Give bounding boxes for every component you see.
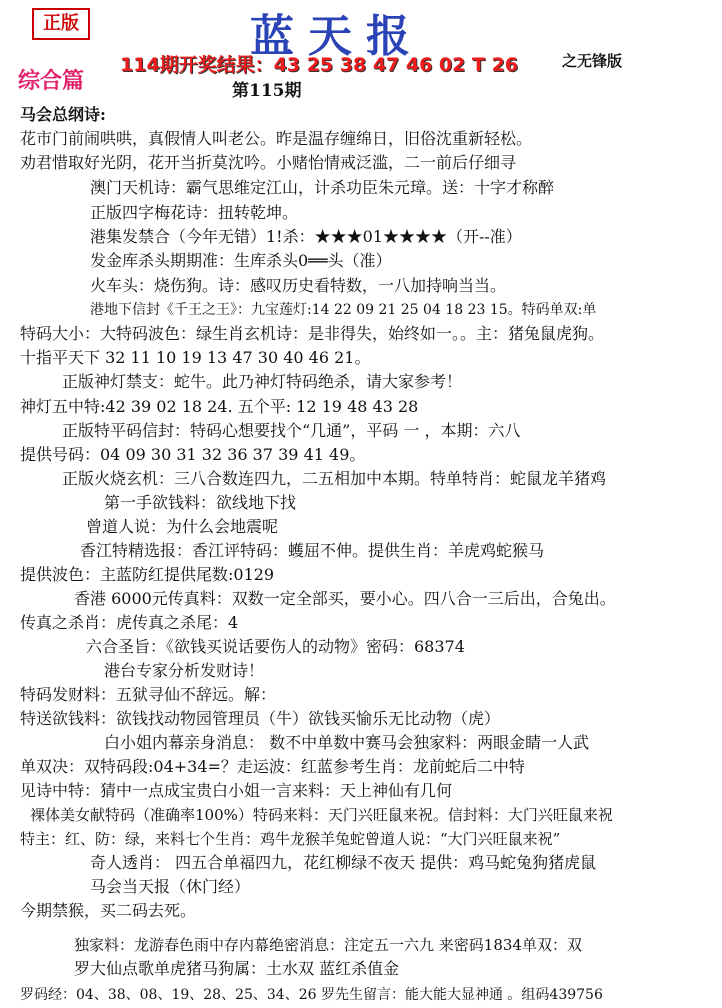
text-line: 提供波色：主蓝防红提供尾数:0129 xyxy=(20,565,275,584)
text-line: 正版火烧玄机：三八合数连四九，二五相加中本期。特单特肖：蛇鼠龙羊猪鸡 xyxy=(62,469,607,488)
issue-number: 第115期 xyxy=(232,81,302,101)
text-line: 六合圣旨：《欲钱买说话要伤人的动物》密码：68374 xyxy=(86,637,465,656)
text-line: 正版四字梅花诗：扭转乾坤。 xyxy=(90,203,299,222)
text-line: 传真之杀肖：虎传真之杀尾：4 xyxy=(20,613,239,632)
section-title: 综合篇 xyxy=(18,68,85,94)
text-line: 劝君惜取好光阴，花开当折莫沈吟。小赌怡情戒泛滥，二一前后仔细寻 xyxy=(20,153,517,172)
text-line: 见诗中特：猜中一点成宝贵白小姐一言来料：天上神仙有几何 xyxy=(20,781,453,800)
text-line: 特码大小：大特码波色：绿生肖玄机诗：是非得失，始终如一。。主：猪兔鼠虎狗。 xyxy=(20,324,605,343)
text-line: 特码发财料：五狱寻仙不辞远。解： xyxy=(20,685,277,704)
text-line: 单双决：双特码段:04+34=？走运波：红蓝参考生肖：龙前蛇后二中特 xyxy=(20,757,525,776)
newspaper-title: 蓝天报 xyxy=(250,11,424,62)
text-line: 香江特精选报：香江评特码：蠖屈不伸。提供生肖：羊虎鸡蛇猴马 xyxy=(80,541,545,560)
text-line: 火车头：烧伤狗。诗：感叹历史看特数，一八加持响当当。 xyxy=(90,276,507,295)
edition-label: 之无锋版 xyxy=(562,52,623,70)
text-line: 正版神灯禁支：蛇牛。此乃神灯特码绝杀，请大家参考！ xyxy=(62,372,463,391)
text-line: 十指平天下 32 11 10 19 13 47 30 40 46 21。 xyxy=(20,348,371,367)
text-line: 神灯五中特:42 39 02 18 24. 五个平: 12 19 48 43 28 xyxy=(20,397,419,416)
text-line: 第一手欲钱料：欲线地下找 xyxy=(104,493,297,512)
text-line: 特送欲钱料：欲钱找动物园管理员（牛）欲钱买愉乐无比动物（虎） xyxy=(20,709,501,728)
text-line: 罗大仙点歌单虎猪马狗属：土水双 蓝红杀值金 xyxy=(74,959,400,978)
text-line: 澳门天机诗：霸气思维定江山，计杀功臣朱元璋。送：十字才称醉 xyxy=(90,178,555,197)
text-line: 马会当天报（休门经） xyxy=(90,877,251,896)
text-line: 港地下信封《千王之王》：九宝莲灯:14 22 09 21 25 04 18 23 15。特码单双:单 xyxy=(90,302,597,318)
text-line: 港集发禁合（今年无错）1!杀：★★★01★★★★（开--准） xyxy=(90,227,522,246)
text-line: 曾道人说：为什么会地震呢 xyxy=(86,517,279,536)
text-line: 正版特平码信封：特码心想要找个“几通”，平码 一 ，本期：六八 xyxy=(62,421,521,440)
text-line: 今期禁猴，买二码去死。 xyxy=(20,901,197,920)
draw-result: 114期开奖结果：43 25 38 47 46 02 T 26 xyxy=(120,54,519,76)
text-line: 马会总纲诗: xyxy=(20,105,106,124)
text-line: 罗码经：04、38、08、19、28、25、34、26 罗先生留言：能大能大显神通 。组码439756 xyxy=(20,987,603,1003)
text-line: 港台专家分析发财诗！ xyxy=(104,661,265,680)
text-line: 花市门前闹哄哄，真假情人叫老公。昨是温存缠绵日，旧俗沈重新轻松。 xyxy=(20,129,533,148)
text-line: 白小姐内幕亲身消息： 数不中单数中赛马会独家料：两眼金睛一人武 xyxy=(104,733,590,752)
text-line: 香港 6000元传真料：双数一定全部买，要小心。四八合一三后出，合兔出。 xyxy=(74,589,616,608)
edition-badge: 正版 xyxy=(32,8,90,40)
text-line: 提供号码：04 09 30 31 32 36 37 39 41 49。 xyxy=(20,445,366,464)
text-line: 独家料：龙游春色雨中存内幕绝密消息：注定五一六九 来密码1834单双：双 xyxy=(74,936,582,954)
text-line: 发金库杀头期期准：生库杀头0══头（准） xyxy=(90,251,392,270)
text-line: 奇人透肖： 四五合单福四九，花红柳绿不夜天 提供：鸡马蛇兔狗猪虎鼠 xyxy=(90,853,597,872)
text-line: 裸体美女献特码（准确率100%）特码来料：天门兴旺鼠来祝。信封料：大门兴旺鼠来祝 xyxy=(30,806,613,824)
text-line: 特主：红、防：绿，来料七个生肖：鸡牛龙猴羊兔蛇曾道人说：“大门兴旺鼠来祝” xyxy=(20,830,561,848)
